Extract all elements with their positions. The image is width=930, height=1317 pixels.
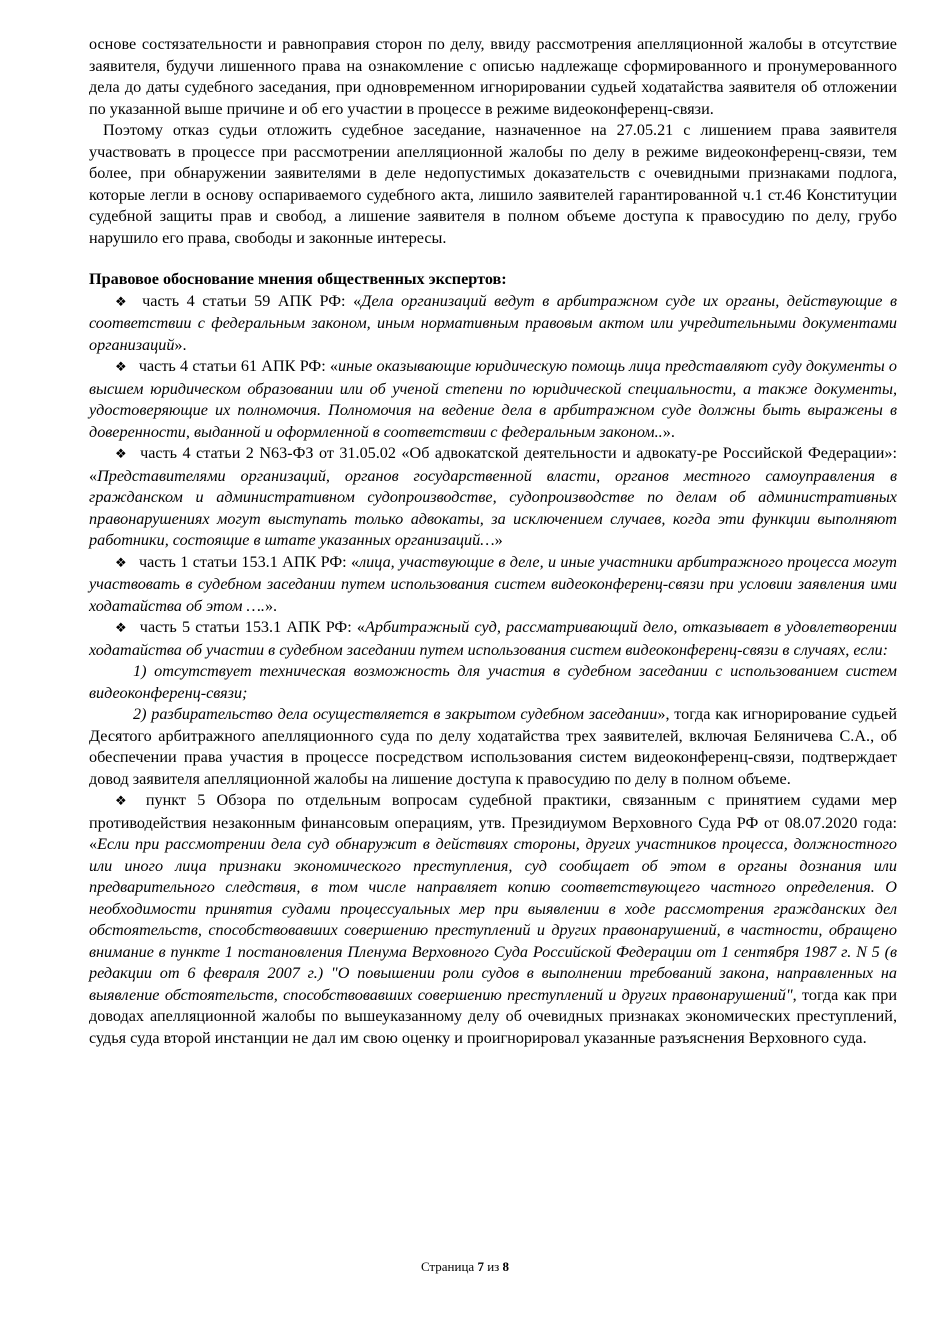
diamond-bullet-icon: ❖ [115, 794, 134, 809]
list-item [89, 790, 897, 1049]
citation-quote: Если при рассмотрении дела суд обнаружит в действиях стороны, других участников процесса, должностного или иного лица признаки экономического преступления, суд сообщает об этом в органы дознания или предварительного следствия, в том числе направляет копию соответствующего частного определения. О необходимости принятия судами процессуальных мер при выявлении в ходе рассмотрения гражданских дел обстоятельств, способствовавших совершению преступлений и других правонарушений, в частности, обращено внимание в пункте 1 постановления Пленума Верховного Суда Российской Федерации от 1 сентября 1987 г. N 5 (в редакции от 6 февраля 2007 г.) "О повышении роли судов в выполнении требований закона, направленных на выявление обстоятельств, способствовавших совершению преступлений и других правонарушений" [89, 835, 897, 1004]
diamond-bullet-icon: ❖ [115, 360, 127, 375]
list-item [89, 617, 897, 661]
sub-item [89, 661, 897, 704]
citation-source: пункт 5 Обзора по отдельным вопросам судебной практики, связанным с принятием судами мер противодействия незаконным финансовым операциям, утв. Президиумом Верховного Суда РФ от 08.07.2020 года: « [89, 791, 897, 853]
citation-source: часть 1 статьи 153.1 АПК РФ: « [138, 552, 360, 571]
list-item [89, 552, 897, 618]
sub-item [89, 704, 897, 790]
citation-quote: Представителями организаций, органов государственной власти, органов местного самоуправления в гражданском и административном судопроизводстве, судопроизводстве по делам об административных правонарушениях могут выступать только адвокаты, за исключением случаев, когда эти функции выполняют работники, состоящие в штате указанных организаций… [89, 466, 897, 549]
citation-source: часть 4 статьи 2 N63-ФЗ от 31.05.02 «Об адвокатской деятельности и адвокату-ре Российской Федерации»: « [89, 444, 898, 485]
diamond-bullet-icon: ❖ [115, 447, 129, 462]
citation-quote: Дела организаций ведут в арбитражном суде их органы, действующие в соответствии с федеральным законом, иным нормативным правовым актом или учредительными документами организаций [89, 291, 898, 354]
spacer [89, 249, 897, 269]
diamond-bullet-icon: ❖ [115, 294, 131, 310]
document-page [89, 34, 897, 1049]
section-heading: Правовое обоснование мнения общественных экспертов: [89, 270, 507, 288]
citation-quote: Арбитражный суд, рассматривающий дело, отказывает в удовлетворении ходатайства об участии в судебном заседании путем использования систем видеоконференц-связи в случаях, если: [89, 618, 898, 659]
list-item [89, 291, 897, 357]
diamond-bullet-icon: ❖ [115, 555, 127, 571]
total-pages: 8 [502, 1259, 510, 1274]
paragraph-continuation: основе состязательности и равноправия сторон по делу, ввиду рассмотрения апелляционной жалобы в отсутствие заявителя, будучи лишенного права на ознакомление с описью надлежаще сформированного и пронумерованного дела до даты судебного заседания, при одновременном игнорировании судьей ходатайства заявителя об отложении по указанной выше причине и об его участии в процессе в режиме видеоконференц-связи. [89, 35, 897, 118]
citation-close: ». [174, 335, 187, 354]
citation-source: часть 4 статьи 59 АПК РФ: « [142, 291, 362, 310]
list-item [89, 356, 897, 443]
citation-quote: иные оказывающие юридическую помощь лица представляют суду документы о высшем юридическом образовании или об ученой степени по юридической специальности, а также документы, удостоверяющие их полномочия. Полномочия на ведение дела в арбитражном суде должны быть выражены в доверенности, выданной и оформленной в соответствии с федеральным законом.. [89, 357, 898, 441]
current-page: 7 [477, 1259, 484, 1274]
page-number: Страница 7 из 8 [420, 1259, 510, 1274]
citation-close: » [494, 531, 503, 549]
sub-item-quote: 2) разбирательство дела осуществляется в закрытом судебном заседании [133, 705, 658, 723]
sub-item-quote: 1) отсутствует техническая возможность для участия в судебном заседании с использованием систем видеоконференц-связи; [89, 662, 897, 702]
citation-source: часть 4 статьи 61 АПК РФ: « [138, 357, 339, 375]
sub-item-commentary: », тогда как игнорирование судьей Десятого арбитражного апелляционного суда по делу ходатайства трех заявителей, включая Беляничева С.А., об обеспечении права участия в процессе посредством использования систем видеоконференц-связи, подтверждает довод заявителя апелляционной жалобы на лишение доступа к правосудию по делу в полном объеме. [89, 705, 897, 788]
citation-source: часть 5 статьи 153.1 АПК РФ: « [139, 618, 365, 636]
citation-quote: лица, участвующие в деле, и иные участники арбитражного процесса могут участвовать в судебном заседании путем использования систем видеоконференц-связи при условии заявления ими ходатайства об этом …. [89, 552, 898, 615]
citation-close: ». [264, 596, 278, 615]
citation-commentary: , тогда как при доводах апелляционной жалобы по вышеуказанному делу об очевидных признаках экономических преступлений, судья суда второй инстанции не дал им свою оценку и проигнорировал указанные разъяснения Верховного суда. [89, 985, 898, 1047]
citation-close: ». [662, 422, 675, 441]
paragraph-conclusion: Поэтому отказ судьи отложить судебное заседание, назначенное на 27.05.21 с лишением права заявителя участвовать в процессе при рассмотрении апелляционной жалобы по делу в режиме видеоконференц-связи, тем более, при обнаружении заявителями в деле недопустимых доказательств с очевидными признаками подлога, которые легли в основу оспариваемого судебного акта, лишило заявителей гарантированной ч.1 ст.46 Конституции судебной защиты прав и свобод, а лишение заявителя в полном объеме доступа к правосудию по делу, грубо нарушило его права, свободы и законные интересы. [89, 121, 897, 247]
diamond-bullet-icon: ❖ [115, 621, 128, 636]
list-item [89, 443, 897, 552]
